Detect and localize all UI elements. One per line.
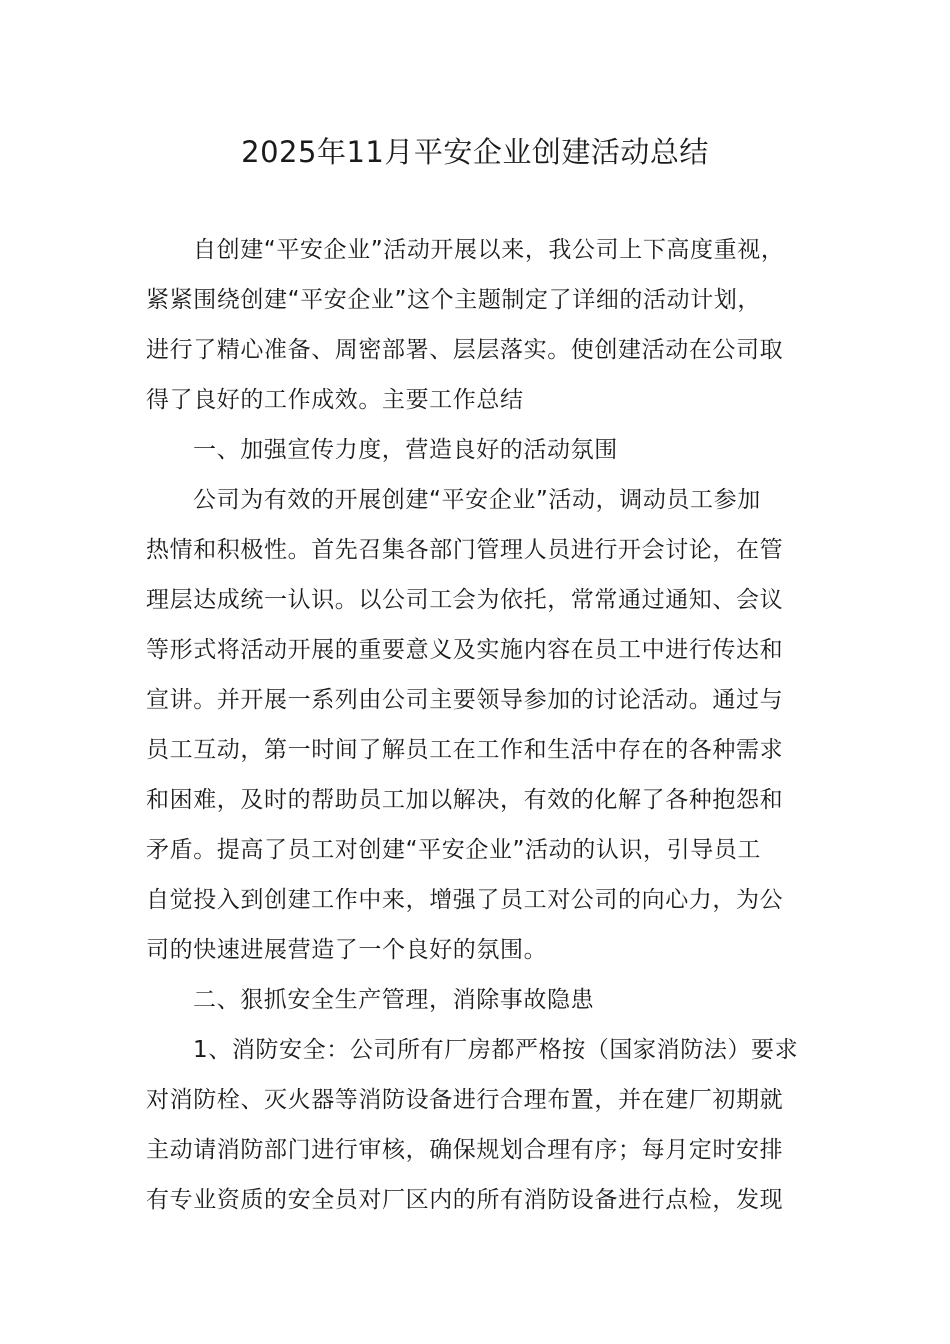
paragraph-line: 等形式将活动开展的重要意义及实施内容在员工中进行传达和 (146, 637, 784, 663)
paragraph-line: 公司为有效的开展创建“平安企业”活动，调动员工参加 (193, 487, 761, 513)
paragraph-line: 宣讲。并开展一系列由公司主要领导参加的讨论活动。通过与 (146, 687, 784, 713)
paragraph-line: 员工互动，第一时间了解员工在工作和生活中存在的各种需求 (146, 737, 784, 763)
paragraph-line: 理层达成统一认识。以公司工会为依托，常常通过通知、会议 (146, 587, 784, 613)
document-title: 2025年11月平安企业创建活动总结 (241, 135, 709, 169)
paragraph-line: 热情和积极性。首先召集各部门管理人员进行开会讨论，在管 (146, 537, 784, 563)
section-heading: 一、加强宣传力度，营造良好的活动氛围 (193, 437, 618, 463)
paragraph-line: 1、消防安全：公司所有厂房都严格按（国家消防法）要求 (193, 1037, 799, 1063)
paragraph-line: 进行了精心准备、周密部署、层层落实。使创建活动在公司取 (146, 337, 784, 363)
paragraph-line: 自创建“平安企业”活动开展以来，我公司上下高度重视， (193, 237, 785, 263)
paragraph-line: 主动请消防部门进行审核，确保规划合理有序；每月定时安排 (146, 1137, 784, 1163)
paragraph-line: 自觉投入到创建工作中来，增强了员工对公司的向心力，为公 (146, 887, 784, 913)
paragraph-line: 矛盾。提高了员工对创建“平安企业”活动的认识，引导员工 (146, 837, 762, 863)
paragraph-line: 对消防栓、灭火器等消防设备进行合理布置，并在建厂初期就 (146, 1087, 784, 1113)
paragraph-line: 有专业资质的安全员对厂区内的所有消防设备进行点检，发现 (146, 1187, 784, 1213)
paragraph-line: 紧紧围绕创建“平安企业”这个主题制定了详细的活动计划， (146, 287, 762, 313)
paragraph-line: 得了良好的工作成效。主要工作总结 (146, 387, 524, 413)
section-heading: 二、狠抓安全生产管理，消除事故隐患 (193, 987, 595, 1013)
paragraph-line: 和困难，及时的帮助员工加以解决，有效的化解了各种抱怨和 (146, 787, 784, 813)
paragraph-line: 司的快速进展营造了一个良好的氛围。 (146, 937, 548, 963)
